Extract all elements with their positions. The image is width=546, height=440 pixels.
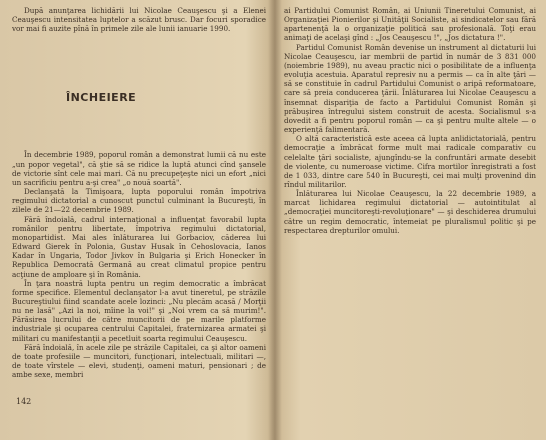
chapter-heading: ÎNCHEIERE xyxy=(66,91,137,105)
left-page xyxy=(12,6,266,434)
body-paragraph: Declanşată la Timişoara, lupta poporului român împotriva regimului dictatorial a cunoscut punctul culminant la Bucureşti, în zilele de 21—22 decembrie 1989. xyxy=(12,187,266,215)
body-paragraph: În decembrie 1989, poporul român a demonstrat lumii că nu este „un popor vegetal", că ştie să se ridice la luptă atunci cînd şansele de victorie sînt cele mai mari. Că nu precupeţeşte nici un efort „nici un sacrificiu pentru a-şi crea" „o nouă soartă". xyxy=(12,150,266,187)
intro-paragraph: După anunţarea lichidării lui Nicolae Ceauşescu şi a Elenei Ceauşescu intensitatea luptelor a scăzut brusc. Dar focuri sporadice vor mai fi auzite pînă în primele zile ale lunii ianuarie 1990. xyxy=(12,6,266,34)
page-number: 142 xyxy=(16,397,32,406)
book-gutter xyxy=(268,0,282,440)
right-page xyxy=(284,6,536,434)
body-paragraph: Fără îndoială, cadrul internaţional a influenţat favorabil lupta românilor pentru libertate, împotriva regimului dictatorial, monopartidist. Mai ales înlăturarea lui Gorbaciov, căderea lui Edward Gierek în Polonia, Gustav Husak în Cehoslovacia, Ianos Kadar în Ungaria, Todor Jivkov în Bulgaria şi Erich Honecker în Republica Democrată Germană au creat climatul propice pentru acţiune de amploare şi în România. xyxy=(12,214,266,279)
body-paragraph: Fără îndoială, în acele zile pe străzile Capitalei, ca şi altor oameni de toate profesiile — muncitori, funcţionari, intelectuali, militari —, de toate vîrstele — elevi, studenţi, oameni maturi, pensionari ; de ambe sexe, membri xyxy=(12,342,266,380)
body-paragraph: O altă caracteristică este aceea că lupta anlidictatorială, pentru democraţie a îmbrăcat forme mult mai radicale comparativ cu celelalte ţări socialiste, ajungîndu-se la confruntări armate desebit de violente, cu numeroase victime. Cifra mortilor înregistrati a fost de 1 033, dintre care 540 în Bucureşti, cei mai mulţi provenind din rîndul militarilor. xyxy=(284,134,536,189)
body-paragraph: În ţara noastră lupta pentru un regim democratic a îmbrăcat forme specifice. Elementul declanşator l-a avut tineretul, pe străzile Bucureştiului fiind scandate acele lozinci: „Nu plecăm acasă / Morţii nu ne lasă" „Azi la noi, mîine la voi!" şi „Noi vrem ca să murim!". Părăsirea lucrului de către muncitorii de pe marile platforme industriale şi ocuparea centrului Capitalei, fraternizarea armatei şi militari cu manifestanţii a pecetluit soarta regimului Ceauşescu. xyxy=(12,278,266,343)
body-paragraph: Înlăturarea lui Nicolae Ceauşescu, la 22 decembrie 1989, a marcat lichidarea regimului dictatorial — autointitulat al „democraţiei muncitoreşti-revoluţionare" — şi deschiderea drumului către un regim democratic, întemeiat pe pluralismul politic şi pe respectarea drepturilor omului. xyxy=(284,189,536,235)
body-paragraph: Partidul Comunist Român devenise un instrument al dictaturii lui Nicolae Ceauşescu, iar membrii de partid în număr de 3 831 000 (noiembrie 1989), nu aveau practic nici o posibilitate de a influenţa evoluţia acestuia. Aparatul represiv nu a permis — ca în alte ţări — să se constituie în cadrul Partidului Comunist o aripă reformatoare, care să preia conducerea ţării. Înlăturarea lui Nicolae Ceauşescu a însemnat dispariţia de facto a Partidului Comunist Român şi prăbuşirea întregului sistem construit de acesta. Socialismul s-a dovedit a fi pentru poporul român — ca şi pentru multe altele — o experienţă falimentară. xyxy=(284,42,536,135)
body-paragraph: ai Partidului Comunist Român, ai Uniunii Tineretului Comunist, ai Organizaţiei Pionierilor şi Unităţii Socialiste, ai sindicatelor sau fără apartenenţă la o organizaţie politică sau profesională. Toţi erau animaţi de acelaşi gînd : „Jos Ceauşescu !", „Jos dictatura !". xyxy=(284,6,536,43)
